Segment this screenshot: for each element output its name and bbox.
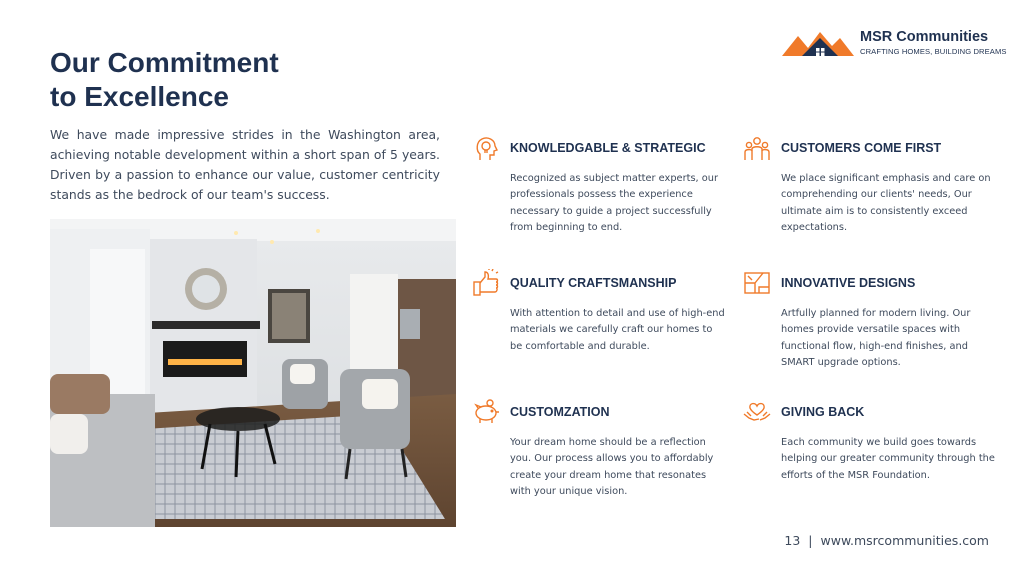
- lightbulb-head-icon: [472, 134, 500, 162]
- piggy-bank-icon: [472, 398, 500, 426]
- feature-knowledgable: [510, 140, 725, 236]
- feature-text: Each community we build goes towards helping our greater community through the efforts of the MSR Foundation.: [781, 437, 995, 481]
- page-title: [50, 46, 279, 114]
- house-roof-logo-icon: [782, 28, 854, 58]
- feature-title: GIVING BACK: [781, 405, 865, 419]
- footer: [784, 533, 989, 548]
- feature-text: We place significant emphasis and care on comprehending our clients' needs, Our ultimate aim is to consistently exceed expectations.: [781, 173, 991, 233]
- feature-customization: [510, 404, 725, 500]
- people-group-icon: [743, 134, 771, 162]
- page-number: 13: [784, 533, 801, 548]
- logo-tagline: CRAFTING HOMES, BUILDING DREAMS: [860, 47, 1007, 56]
- feature-title: CUSTOMZATION: [510, 405, 610, 419]
- feature-giving-back: [781, 404, 996, 484]
- feature-title: QUALITY CRAFTSMANSHIP: [510, 276, 677, 290]
- feature-text: Recognized as subject matter experts, our professionals possess the experience necessary to guide a project successfully from beginning to end.: [510, 173, 719, 233]
- living-room-photo: [50, 219, 456, 527]
- feature-innovative: [781, 275, 996, 371]
- title-line-2: to Excellence: [50, 81, 229, 112]
- blueprint-icon: [743, 269, 771, 297]
- title-line-1: Our Commitment: [50, 47, 279, 78]
- feature-customers: [781, 140, 996, 236]
- logo-name: MSR Communities: [860, 29, 989, 45]
- feature-craftsmanship: [510, 275, 725, 355]
- intro-paragraph: We have made impressive strides in the Washington area, achieving notable development within a short span of 5 years. Driven by a passion to enhance our value, customer centricity stands as the bedrock of our team's success.: [50, 127, 440, 202]
- feature-text: Your dream home should be a reflection you. Our process allows you to affordably create your dream home that resonates with your unique vision.: [510, 437, 714, 497]
- footer-separator: |: [808, 533, 813, 548]
- feature-title: CUSTOMERS COME FIRST: [781, 141, 942, 155]
- feature-title: KNOWLEDGABLE & STRATEGIC: [510, 141, 706, 155]
- feature-title: INNOVATIVE DESIGNS: [781, 276, 916, 290]
- helping-hands-icon: [743, 398, 771, 426]
- feature-text: Artfully planned for modern living. Our homes provide versatile spaces with functional flow, high-end finishes, and SMART upgrade options.: [781, 308, 971, 368]
- msr-logo: [782, 28, 1007, 60]
- feature-text: With attention to detail and use of high-end materials we carefully craft our homes to be comfortable and durable.: [510, 308, 725, 352]
- website-link[interactable]: www.msrcommunities.com: [820, 533, 989, 548]
- thumbs-up-icon: [472, 269, 500, 297]
